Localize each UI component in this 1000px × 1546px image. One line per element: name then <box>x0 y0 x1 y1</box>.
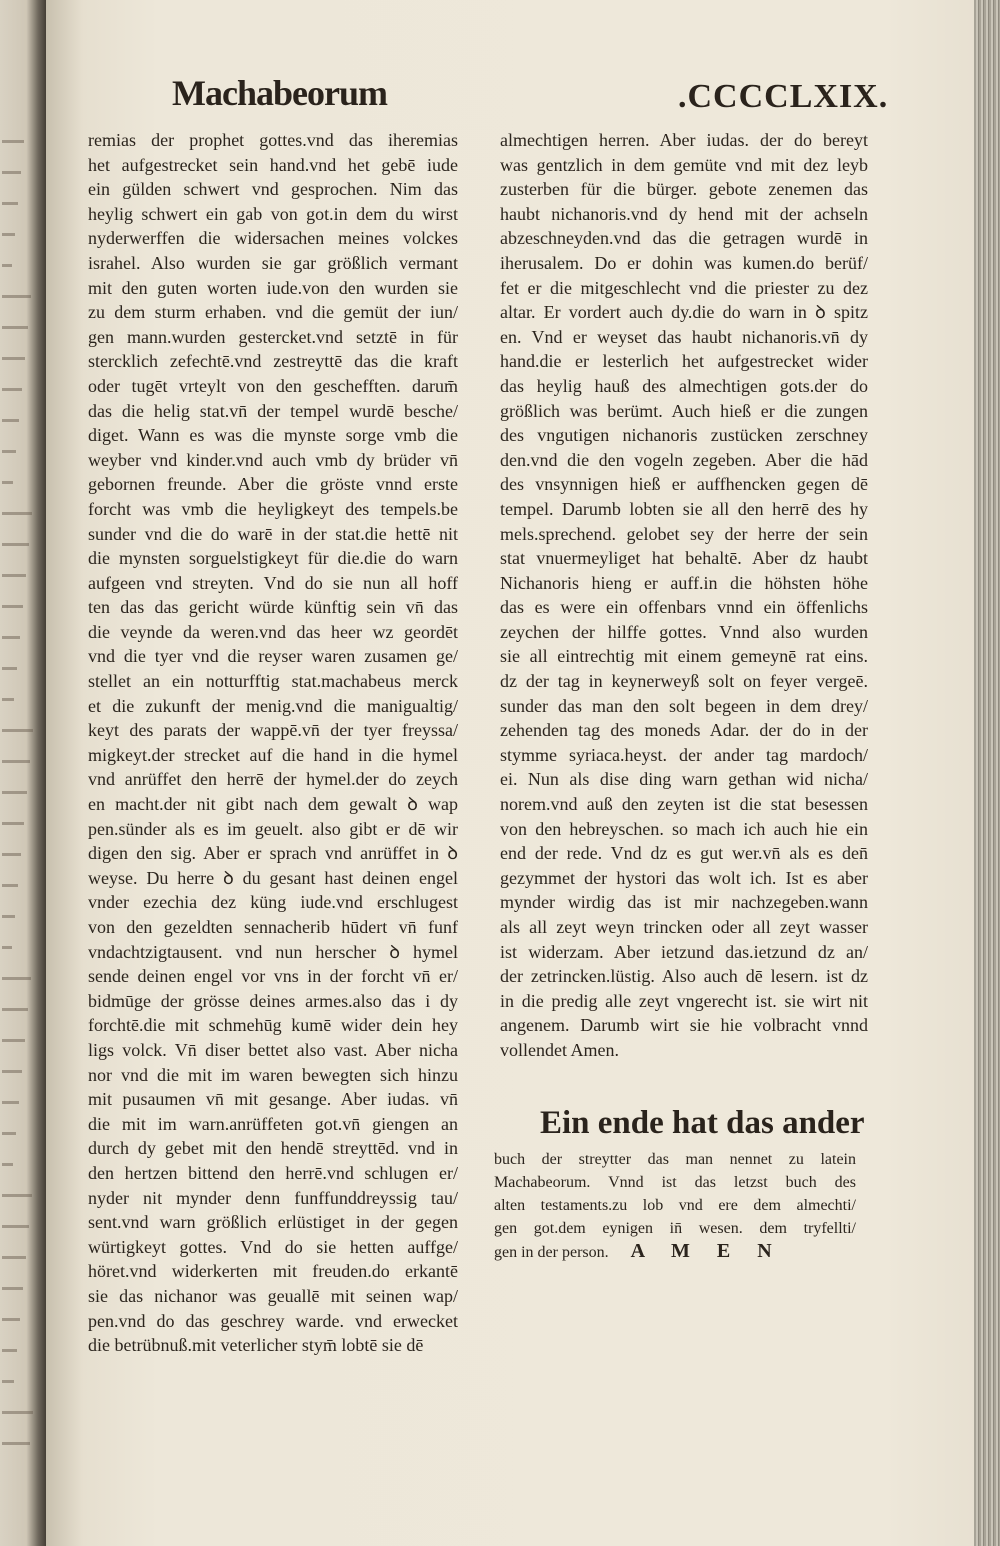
text-line: nyderwerffen die widersachen meines volckes <box>88 228 458 249</box>
facing-text-fragment <box>2 264 12 267</box>
text-line: mit pusaumen vn̄ mit gesange. Aber iudas. vn̄ <box>88 1089 458 1110</box>
facing-text-fragment <box>2 1380 14 1383</box>
text-line: stymme syriaca.heyst. der ander tag mardoch/ <box>500 744 868 765</box>
facing-text-fragment <box>2 140 24 143</box>
facing-text-fragment <box>2 171 21 174</box>
text-line: forcht was vmb die heyligkeyt des tempels.be <box>88 498 458 519</box>
text-line: sunder vnd die do warē in der stat.die hettē nit <box>88 523 458 544</box>
facing-text-fragment <box>2 233 15 236</box>
text-line: sunder das man den solt begeen in dem drey/ <box>500 695 868 716</box>
text-line: Nichanoris hieng er auff.in die höhsten höhe <box>500 572 868 593</box>
text-line: abzeschneyden.vnd das die getragen wurdē in <box>500 228 868 249</box>
facing-text-fragment <box>2 202 18 205</box>
text-line: das es were ein offenbars vnnd ein öffenlichs <box>500 597 868 618</box>
facing-text-fragment <box>2 574 26 577</box>
text-line: zeychen der hilffe gottes. Vnnd also wurden <box>500 621 868 642</box>
facing-text-fragment <box>2 1101 19 1104</box>
text-line: stat vnuermeyliget hat behaltē. Aber dz haubt <box>500 548 868 569</box>
text-line: des vnsynnigen hieß er auffhencken gegen dē <box>500 474 868 495</box>
text-line: haubt nichanoris.vnd dy hend mit der achseln <box>500 203 868 224</box>
facing-text-fragment <box>2 698 14 701</box>
text-line: stellet an ein notturfftig stat.machabeus merck <box>88 671 458 692</box>
text-line: keyt des parats der wappē.vn̄ der tyer freyssa/ <box>88 720 458 741</box>
facing-page-edge <box>0 0 48 1546</box>
text-line: gen got.dem eynigen in̄ wesen. dem tryfellti/ <box>494 1220 856 1237</box>
text-line: almechtigen herren. Aber iudas. der do bereyt <box>500 130 868 150</box>
text-line-content: gen in der person. <box>494 1244 609 1261</box>
text-line: sie all eintrechtig mit einem gemeynē rat eins. <box>500 646 868 667</box>
facing-text-fragment <box>2 1194 32 1197</box>
facing-text-fragment <box>2 1163 13 1166</box>
facing-text-fragment <box>2 853 21 856</box>
facing-text-fragment <box>2 1225 29 1228</box>
text-line: durch dy gebet mit den hendē streyttēd. vnd in <box>88 1138 458 1159</box>
text-line: stercklich zefechtē.vnd zestreyttē das die kraft <box>88 351 458 372</box>
text-line: von den gezeldten sennacherib hūdert vn̄ funf <box>88 917 458 937</box>
text-line: remias der prophet gottes.vnd das iheremias <box>88 130 458 150</box>
facing-text-fragment <box>2 729 33 732</box>
text-line: oder tugēt vrteylt von den geschefften. darum̄ <box>88 375 458 396</box>
text-line: israhel. Also wurden sie gar größlich vermant <box>88 252 458 273</box>
text-line: het aufgestrecket sein hand.vnd het gebē iude <box>88 154 458 175</box>
text-line: nyder nit mynder denn funffunddreyssig tau/ <box>88 1187 458 1208</box>
facing-text-fragment <box>2 1287 23 1290</box>
text-line: angenem. Darumb wirt sie hie volbracht vnnd <box>500 1015 868 1036</box>
text-line: größlich was berümt. Auch hieß er die zungen <box>500 400 868 421</box>
text-line: heylig schwert ein gab von got.in dem du wirst <box>88 203 458 224</box>
facing-text-fragment <box>2 946 12 949</box>
facing-text-fragment <box>2 977 31 980</box>
text-line: ist widerzam. Aber ietzund das.ietzund dz an/ <box>500 941 868 962</box>
text-line <box>494 1240 856 1263</box>
text-line: weyse. Du herre ꝺ du gesant hast deinen engel <box>88 867 458 888</box>
facing-text-fragment <box>2 1256 26 1259</box>
text-line: pen.vnd do das geschrey warde. vnd erwecket <box>88 1310 458 1331</box>
text-line: gen mann.wurden gestercket.vnd setztē in für <box>88 326 458 347</box>
facing-text-fragment <box>2 295 31 298</box>
facing-text-fragment <box>2 1008 28 1011</box>
facing-text-fragment <box>2 667 17 670</box>
text-line: der zetrincken.lüstig. Also auch dē lesern. ist dz <box>500 966 868 987</box>
text-line: norem.vnd auß den zeyten ist die stat besessen <box>500 794 868 815</box>
text-line: buch der streytter das man nennet zu latein <box>494 1151 856 1168</box>
right-text-column <box>500 128 868 1063</box>
facing-text-fragment <box>2 884 18 887</box>
text-line: das die helig stat.vn̄ der tempel wurdē besche/ <box>88 400 458 421</box>
facing-text-fragment <box>2 1070 22 1073</box>
text-line: vnd die tyer vnd die reyser waren zusamen ge/ <box>88 646 458 667</box>
facing-text-fragment <box>2 512 32 515</box>
text-line: zu dem sturm erhaben. vnd die gemüt der iun/ <box>88 302 458 323</box>
facing-text-fragment <box>2 822 24 825</box>
text-line: pen.sünder als es im geuelt. also gibt er dē wir <box>88 818 458 839</box>
text-line: ten das das gericht würde künftig sein vn̄ das <box>88 597 458 618</box>
text-line: sie das nichanor was geuallē mit seinen wap/ <box>88 1285 458 1306</box>
text-line: sende deinen engel vor vns in der forcht vn̄ er/ <box>88 966 458 987</box>
text-line: in die predig alle zeyt vngerecht ist. sie wirt nit <box>500 990 868 1011</box>
text-line: weyber vnd kinder.vnd auch vmb dy brüder vn̄ <box>88 449 458 470</box>
text-line: was gentzlich in dem gemüte vnd mit dez leyb <box>500 154 868 175</box>
text-line: aufgeen vnd streyten. Vnd do sie nun all hoff <box>88 572 458 593</box>
text-line: Machabeorum. Vnnd ist das letzst buch des <box>494 1174 856 1191</box>
running-title: Machabeorum <box>172 73 387 113</box>
text-line: des vngutigen nichanoris zustücken zerschney <box>500 425 868 446</box>
text-line: dz der tag in keynerweyß solt on feyer vergeē. <box>500 671 868 692</box>
text-line: alten testaments.zu lob vnd ere dem almechti/ <box>494 1197 856 1214</box>
text-line: altar. Er vordert auch dy.die do warn in ꝺ spitz <box>500 302 868 323</box>
text-line: diget. Wann es was die mynste sorge vmb die <box>88 425 458 446</box>
text-line: würtigkeyt gottes. Vnd do sie hetten auffge/ <box>88 1236 458 1257</box>
facing-text-fragment <box>2 388 22 391</box>
text-line: vnder ezechia dez küng iude.vnd erschlugest <box>88 892 458 913</box>
facing-text-fragment <box>2 1442 30 1445</box>
text-line: das heylig hauß des almechtigen gots.der do <box>500 375 868 396</box>
text-line: tempel. Darumb lobten sie all den herrē des hy <box>500 498 868 519</box>
text-line: mit den guten worten iude.von den wurden sie <box>88 277 458 298</box>
text-line: die mit im warn.anrüffeten got.vn̄ giengen an <box>88 1113 458 1134</box>
text-line: bidmūge der grösse deines armes.also das i dy <box>88 990 458 1011</box>
facing-text-fragment <box>2 605 23 608</box>
text-line: von den hebreyschen. so mach ich auch hie ein <box>500 818 868 839</box>
text-line: et die zukunft der menig.vnd die manigualtig/ <box>88 695 458 716</box>
facing-text-fragment <box>2 450 16 453</box>
text-line: fet er die mitgeschlecht vnd die priester zu dez <box>500 277 868 298</box>
text-line: forchtē.die mit schmehūg kumē wider dein hey <box>88 1015 458 1036</box>
text-line: end der rede. Vnd dz es gut wer.vn̄ als es den̄ <box>500 843 868 864</box>
text-line: vollendet Amen. <box>500 1039 619 1060</box>
text-line: vnd anrüffet den herrē der hymel.der do zeych <box>88 769 458 790</box>
colophon <box>494 1148 856 1263</box>
text-line: die betrübnuß.mit veterlicher stym̄ lobtē sie dē <box>88 1335 424 1356</box>
colophon-heading: Ein ende hat das ander <box>540 1105 865 1141</box>
text-line: migkeyt.der strecket auf die hand in die hymel <box>88 744 458 765</box>
text-line: ligs volck. Vn̄ diser bettet also vast. Aber nicha <box>88 1039 458 1060</box>
facing-text-fragment <box>2 357 25 360</box>
text-line: gezymmet der hystori das wolt ich. Ist es aber <box>500 867 868 888</box>
text-line: iherusalem. Do er dohin was kumen.do berüf/ <box>500 252 868 273</box>
text-line: zusterben für die bürger. gebote zenemen das <box>500 179 868 200</box>
facing-text-fragment <box>2 543 29 546</box>
text-line: vndachtzigtausent. vnd nun herscher ꝺ hymel <box>88 941 458 962</box>
text-line: mels.sprechend. gelobet sey der herre der sein <box>500 523 868 544</box>
facing-text-fragment <box>2 915 15 918</box>
facing-text-fragment <box>2 1132 16 1135</box>
text-line: ei. Nun als dise ding warn gethan wid nicha/ <box>500 769 868 790</box>
facing-text-fragment <box>2 760 30 763</box>
text-line: höret.vnd widerkerten mit freuden.do erkantē <box>88 1261 458 1282</box>
facing-text-fragment <box>2 1411 33 1414</box>
facing-text-fragment <box>2 1039 25 1042</box>
text-line: digen den sig. Aber er sprach vnd anrüffet in ꝺ <box>88 843 458 864</box>
facing-text-fragment <box>2 326 28 329</box>
text-line: nor vnd die mit im waren bewegten sich hinzu <box>88 1064 458 1085</box>
page-edges <box>974 0 1000 1546</box>
text-line: en. Vnd er weyset das haubt nichanoris.vn̄ dy <box>500 326 868 347</box>
text-line: hand.die er lesterlich het aufgestrecket wider <box>500 351 868 372</box>
text-line: gebornen freunde. Aber die gröste vnnd erste <box>88 474 458 495</box>
facing-text-fragment <box>2 791 27 794</box>
text-line: zehenden tag des moneds Adar. der do in der <box>500 720 868 741</box>
folio-number: .CCCCLXIX. <box>678 78 889 115</box>
facing-text-fragment <box>2 1349 17 1352</box>
text-line: den.vnd die den vogeln zegeben. Aber die hād <box>500 449 868 470</box>
facing-text-fragment <box>2 481 13 484</box>
facing-text-fragment <box>2 636 20 639</box>
facing-text-fragment <box>2 419 19 422</box>
left-text-column <box>88 128 458 1358</box>
text-line: die veynde da weren.vnd das heer wz geordēt <box>88 621 458 642</box>
text-line: die mynsten sorguelstigkeyt für die.die do warn <box>88 548 458 569</box>
text-line: sent.vnd warn größlich erlüstiget in der gegen <box>88 1212 458 1233</box>
text-line: den hertzen bittend den herrē.vnd schlugen er/ <box>88 1162 458 1183</box>
text-line: als all zeyt weyn trincken oder all zeyt wasser <box>500 917 868 937</box>
amen-text: A M E N <box>630 1240 772 1262</box>
facing-text-fragment <box>2 1318 20 1321</box>
text-line: en macht.der nit gibt nach dem gewalt ꝺ wap <box>88 794 458 815</box>
text-line: mynder wirdig das ist mir nachzegeben.wann <box>500 892 868 913</box>
text-line: ein gülden schwert vnd gesprochen. Nim das <box>88 179 458 200</box>
